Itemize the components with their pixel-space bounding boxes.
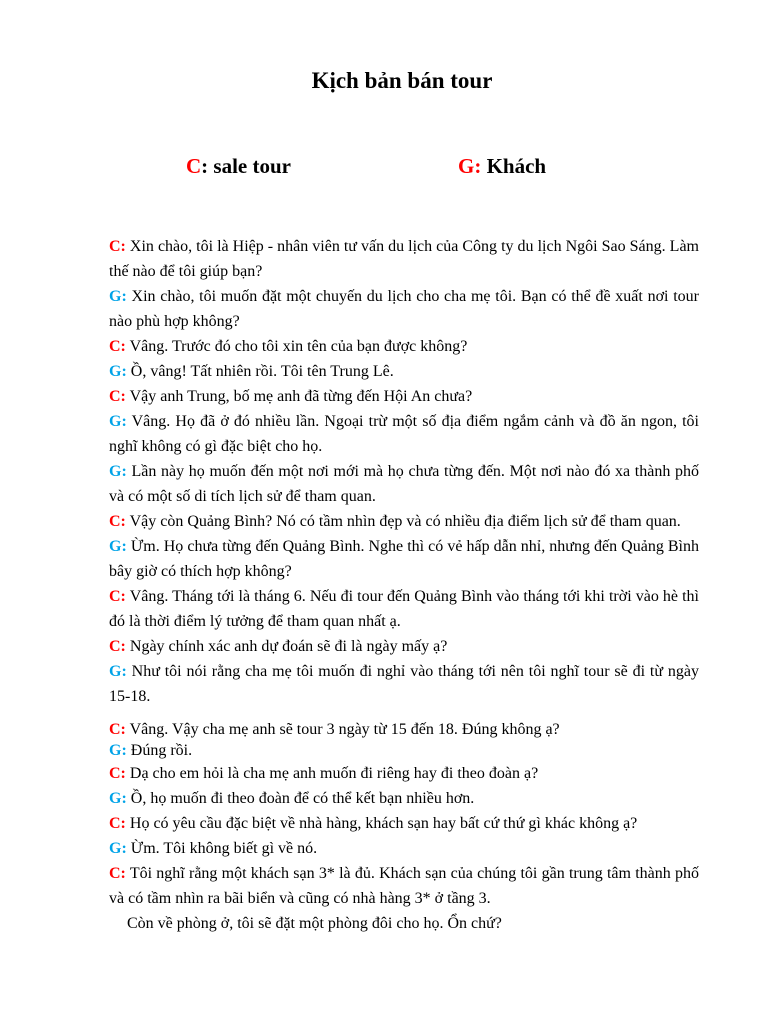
dialogue-line [109, 786, 699, 811]
dialogue-line [109, 861, 699, 911]
dialogue-text: Vâng. Tháng tới là tháng 6. Nếu đi tour đến Quảng Bình vào tháng tới khi trời vào hè thì đó là thời điểm lý tưởng để tham quan nhất ạ. [109, 588, 699, 630]
speaker-tag: C: [109, 388, 126, 405]
speaker-tag: G: [109, 840, 127, 857]
dialogue-text: Ừm. Họ chưa từng đến Quảng Bình. Nghe thì có vẻ hấp dẫn nhỉ, nhưng đến Quảng Bình bây giờ có thích hợp không? [109, 538, 699, 580]
dialogue-text: Xin chào, tôi muốn đặt một chuyến du lịch cho cha mẹ tôi. Bạn có thể đề xuất nơi tour nào phù hợp không? [109, 288, 699, 330]
dialogue-text: Vâng. Vậy cha mẹ anh sẽ tour 3 ngày từ 15 đến 18. Đúng không ạ? [125, 721, 560, 738]
dialogue-text: Xin chào, tôi là Hiệp - nhân viên tư vấn du lịch của Công ty du lịch Ngôi Sao Sáng. Làm thế nào để tôi giúp bạn? [109, 238, 699, 280]
speaker-tag: C: [109, 865, 126, 882]
dialogue-text: Ừm. Tôi không biết gì về nó. [126, 840, 318, 857]
dialogue-text: Lần này họ muốn đến một nơi mới mà họ chưa từng đến. Một nơi nào đó xa thành phố và có một số di tích lịch sử để tham quan. [109, 463, 699, 505]
dialogue-line [109, 384, 699, 409]
dialogue [109, 234, 699, 936]
dialogue-line [109, 334, 699, 359]
role-sale-label: : sale tour [201, 154, 291, 178]
document-title: Kịch bản bán tour [311, 68, 493, 93]
speaker-tag: C: [109, 721, 126, 738]
speaker-tag: C: [109, 238, 126, 255]
role-sale [186, 154, 291, 179]
speaker-tag: G: [109, 463, 127, 480]
dialogue-line [109, 719, 699, 740]
speaker-tag: G: [109, 363, 127, 380]
dialogue-text: Như tôi nói rằng cha mẹ tôi muốn đi nghỉ vào tháng tới nên tôi nghĩ tour sẽ đi từ ngày 15-18. [109, 663, 699, 705]
dialogue-line [109, 234, 699, 284]
dialogue-text: Họ có yêu cầu đặc biệt về nhà hàng, khách sạn hay bất cứ thứ gì khác không ạ? [125, 815, 638, 832]
dialogue-line [109, 409, 699, 459]
dialogue-text: Ngày chính xác anh dự đoán sẽ đi là ngày mấy ạ? [125, 638, 448, 655]
dialogue-text: Ồ, họ muốn đi theo đoàn để có thể kết bạn nhiều hơn. [126, 790, 475, 807]
speaker-tag: C: [109, 815, 126, 832]
dialogue-line [109, 811, 699, 836]
dialogue-text: Vậy còn Quảng Bình? Nó có tầm nhìn đẹp và có nhiều địa điểm lịch sử để tham quan. [125, 513, 681, 530]
role-customer [458, 154, 546, 179]
dialogue-line [109, 836, 699, 861]
speaker-tag: G: [109, 742, 127, 759]
dialogue-line [109, 584, 699, 634]
dialogue-line [109, 284, 699, 334]
dialogue-text: Vâng. Trước đó cho tôi xin tên của bạn được không? [125, 338, 468, 355]
speaker-tag: G: [109, 790, 127, 807]
speaker-tag: C: [109, 513, 126, 530]
dialogue-line [109, 359, 699, 384]
speaker-tag: C: [109, 588, 126, 605]
speaker-tag: G: [109, 288, 127, 305]
speaker-tag: C: [109, 765, 126, 782]
dialogue-line [109, 659, 699, 709]
dialogue-text: Tôi nghĩ rằng một khách sạn 3* là đủ. Khách sạn của chúng tôi gần trung tâm thành phố và có tầm nhìn ra bãi biển và cũng có nhà hàng 3* ở tầng 3. [109, 865, 699, 907]
dialogue-text: Dạ cho em hỏi là cha mẹ anh muốn đi riêng hay đi theo đoàn ạ? [125, 765, 539, 782]
dialogue-text: Còn về phòng ở, tôi sẽ đặt một phòng đôi cho họ. Ổn chứ? [127, 915, 502, 932]
dialogue-text: Đúng rồi. [126, 742, 193, 759]
dialogue-line [109, 509, 699, 534]
dialogue-line [109, 761, 699, 786]
dialogue-line [109, 459, 699, 509]
dialogue-line [109, 740, 699, 761]
speaker-tag: G: [109, 663, 127, 680]
speaker-tag: C: [109, 338, 126, 355]
role-sale-code: C [186, 154, 202, 178]
dialogue-text: Ồ, vâng! Tất nhiên rồi. Tôi tên Trung Lê. [126, 363, 394, 380]
dialogue-text: Vâng. Họ đã ở đó nhiều lần. Ngoại trừ một số địa điểm ngắm cảnh và đồ ăn ngon, tôi nghĩ không có gì đặc biệt cho họ. [109, 413, 699, 455]
dialogue-line [109, 634, 699, 659]
speaker-tag: G: [109, 538, 127, 555]
speaker-tag: C: [109, 638, 126, 655]
role-customer-label: Khách [481, 154, 547, 178]
dialogue-text: Vậy anh Trung, bố mẹ anh đã từng đến Hội An chưa? [125, 388, 473, 405]
dialogue-line [109, 534, 699, 584]
speaker-tag: G: [109, 413, 127, 430]
dialogue-line [109, 911, 699, 936]
role-customer-code: G: [458, 154, 482, 178]
